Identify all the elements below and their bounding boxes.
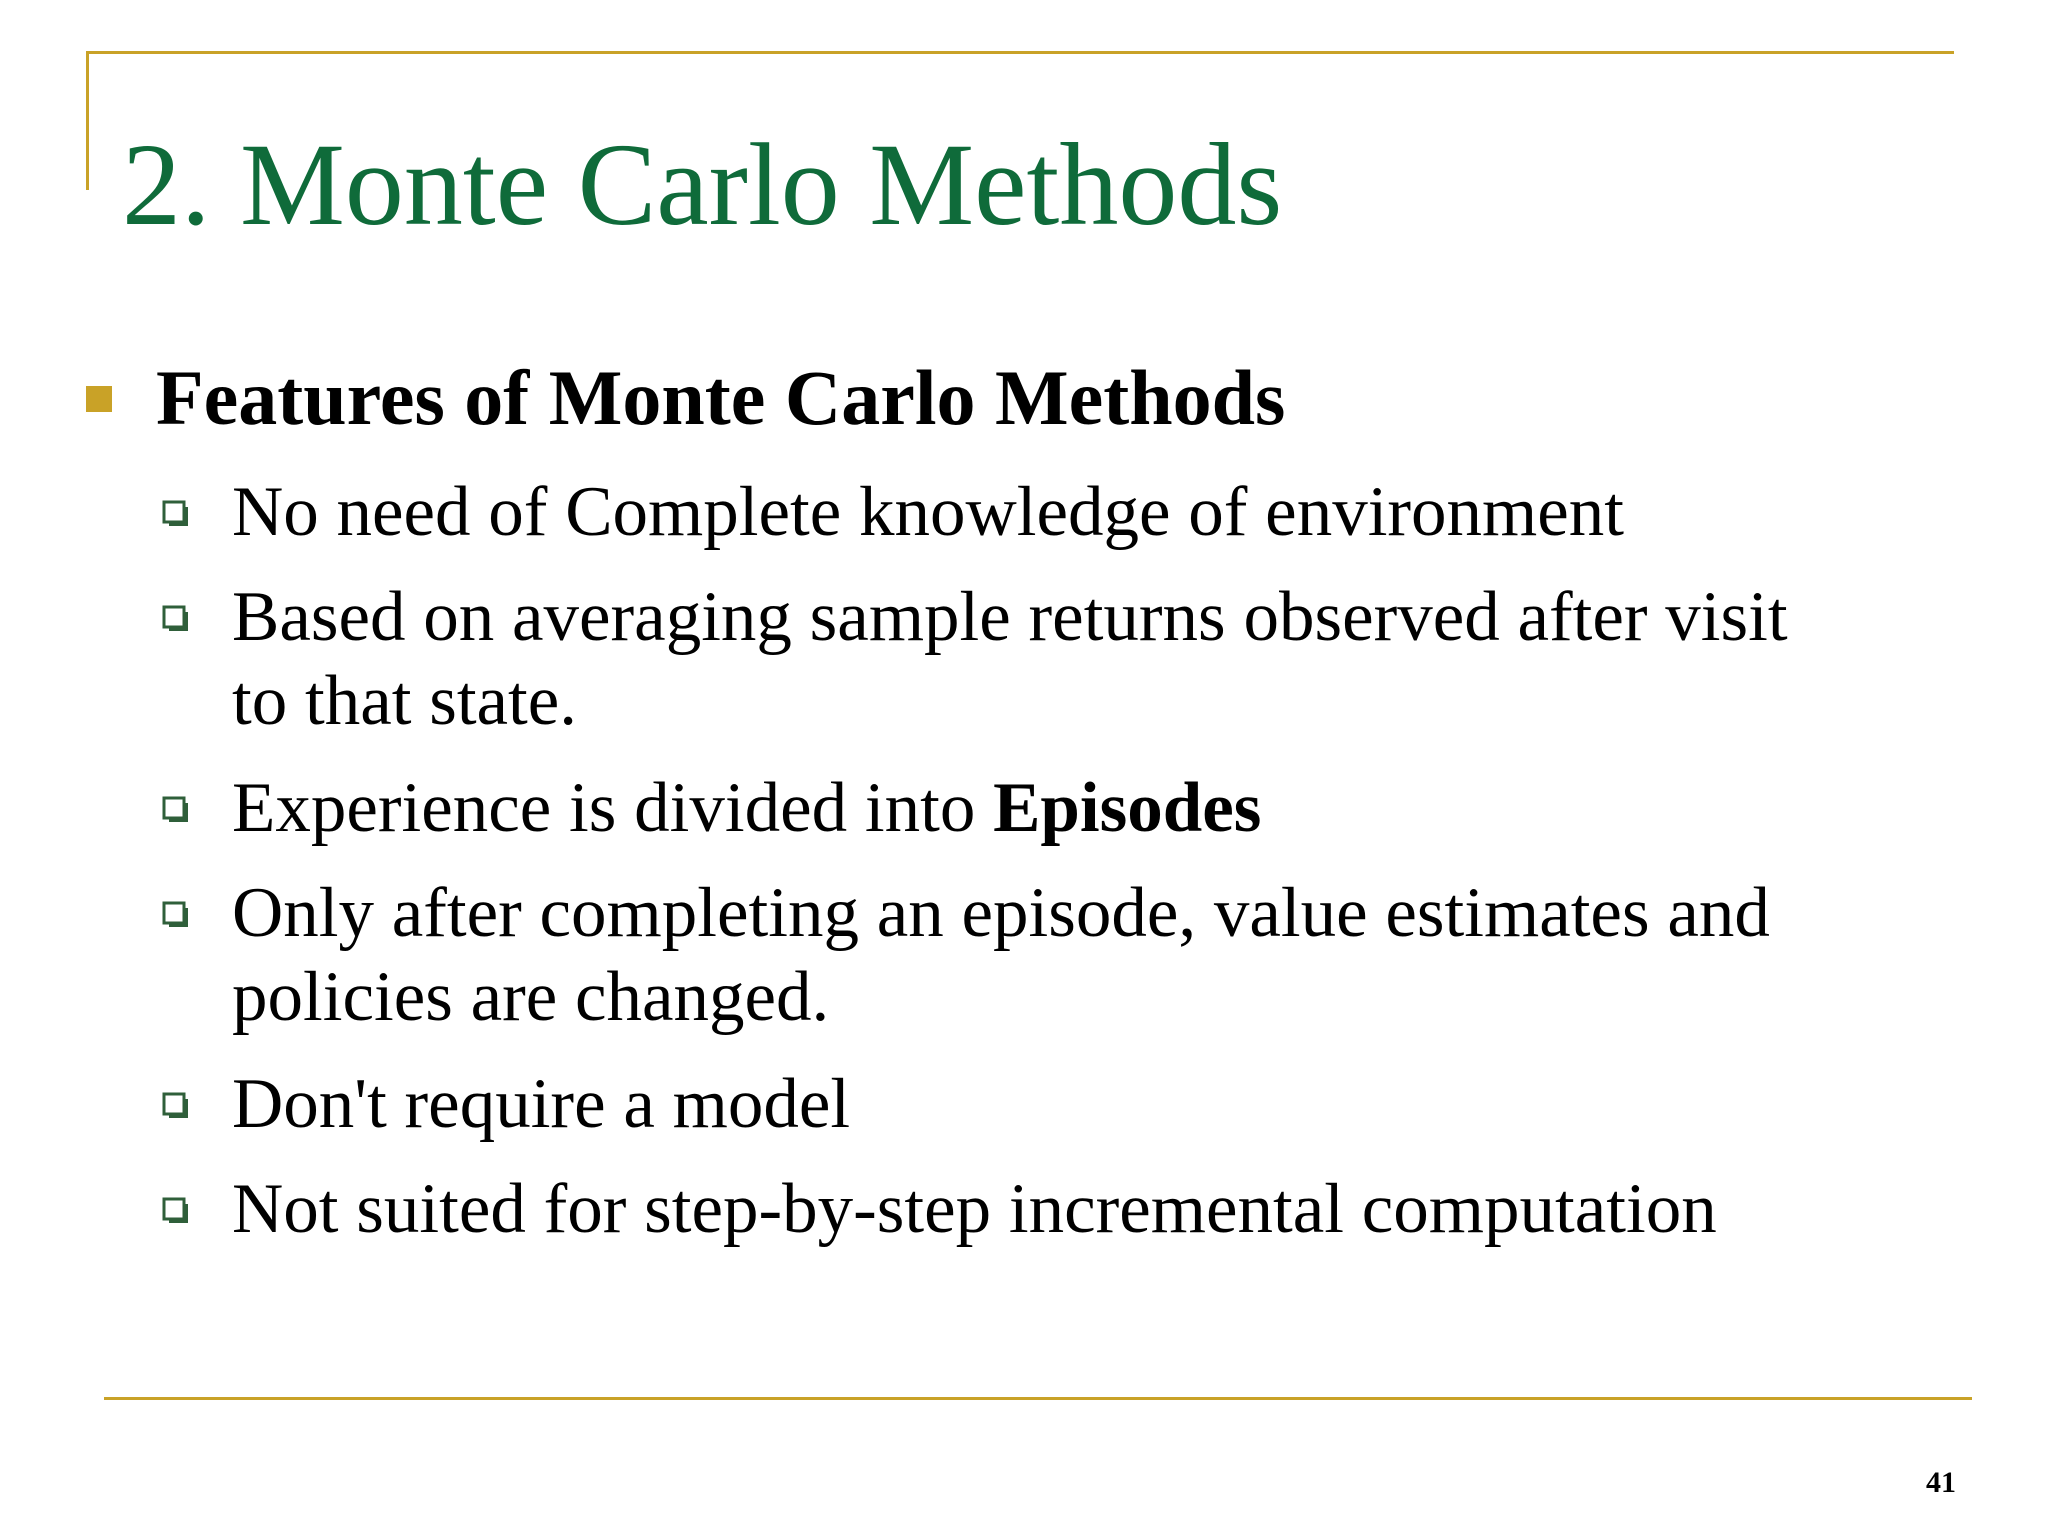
list-item-text xyxy=(232,766,1952,850)
list-item-text xyxy=(232,575,1952,743)
hollow-square-bullet-icon xyxy=(162,796,192,822)
hollow-square-bullet-icon xyxy=(162,1092,192,1118)
list-item-line: policies are changed. xyxy=(232,958,830,1036)
list-item-line: Experience is divided into xyxy=(232,769,994,847)
bottom-decorative-rule xyxy=(104,1397,1972,1400)
emphasis-episodes: Episodes xyxy=(993,769,1262,847)
list-item-line: Don't require a model xyxy=(232,1065,851,1143)
hollow-square-bullet-icon xyxy=(162,1197,192,1223)
hollow-square-bullet-icon xyxy=(162,605,192,631)
list-item-text xyxy=(232,871,1952,1039)
list-item-line: Only after completing an episode, value estimates and xyxy=(232,874,1770,952)
hollow-square-bullet-icon xyxy=(162,901,192,927)
page-number: 41 xyxy=(1926,1466,1956,1499)
list-item-text xyxy=(232,1167,1952,1251)
list-item-text xyxy=(232,470,1952,554)
section-heading: Features of Monte Carlo Methods xyxy=(156,354,1286,441)
list-item-line: Based on averaging sample returns observed after visit xyxy=(232,578,1788,656)
slide-title: 2. Monte Carlo Methods xyxy=(122,119,1283,250)
list-item-line: Not suited for step-by-step incremental computation xyxy=(232,1170,1717,1248)
hollow-square-bullet-icon xyxy=(162,500,192,526)
list-item-line: to that state. xyxy=(232,662,578,740)
list-item-line: No need of Complete knowledge of environment xyxy=(232,473,1625,551)
list-item-text xyxy=(232,1062,1952,1146)
